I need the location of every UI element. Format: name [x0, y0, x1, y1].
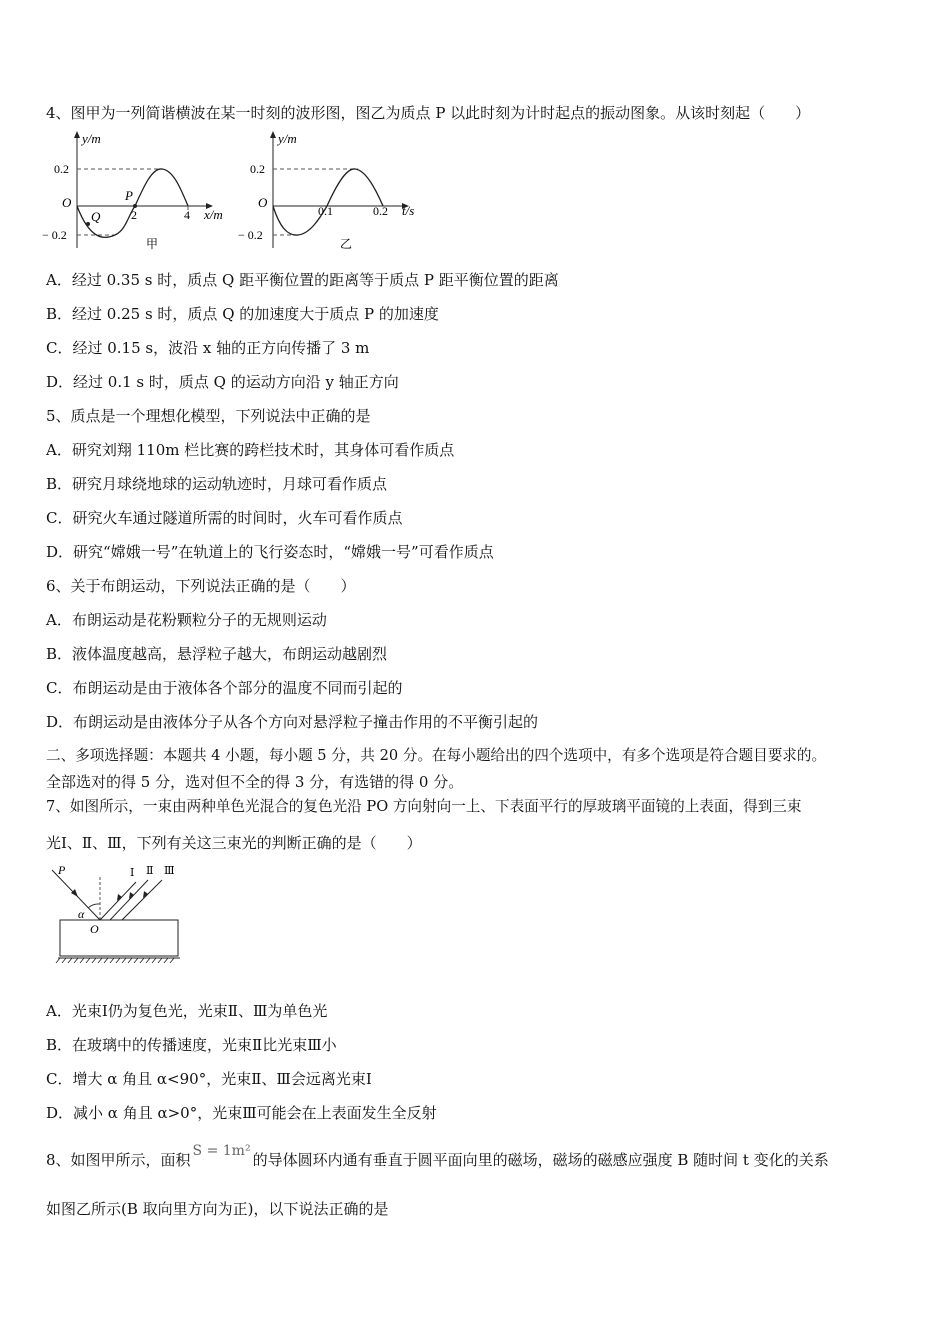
jia-p-label: P	[125, 188, 133, 203]
q4-figure-jia	[40, 128, 240, 252]
q8-stem-pre: 8、如图甲所示，面积	[46, 1151, 191, 1169]
q7-figure	[44, 860, 194, 970]
base-hatch	[56, 958, 174, 963]
jia-origin: O	[62, 195, 72, 210]
q6-option-b: B．液体温度越高，悬浮粒子越大，布朗运动越剧烈	[46, 645, 388, 663]
jia-y-arrow	[74, 131, 80, 138]
jia-xtick-2: 2	[131, 208, 137, 222]
jia-ytick-neg: − 0.2	[42, 228, 67, 242]
q4-option-d: D．经过 0.1 s 时，质点 Q 的运动方向沿 y 轴正方向	[46, 373, 399, 391]
q7-stem-line2: 光Ⅰ、Ⅱ、Ⅲ，下列有关这三束光的判断正确的是（ ）	[46, 834, 422, 852]
yi-y-arrow	[270, 131, 276, 138]
jia-ytick-pos: 0.2	[54, 162, 69, 176]
q5-option-a: A．研究刘翔 110m 栏比赛的跨栏技术时，其身体可看作质点	[46, 441, 455, 459]
q4-option-b: B．经过 0.25 s 时，质点 Q 的加速度大于质点 P 的加速度	[46, 305, 439, 323]
q6-option-d: D．布朗运动是由液体分子从各个方向对悬浮粒子撞击作用的不平衡引起的	[46, 713, 539, 731]
yi-y-label: y/m	[278, 131, 297, 146]
yi-xtick-02: 0.2	[373, 204, 388, 218]
q7-option-c: C．增大 α 角且 α<90°，光束Ⅱ、Ⅲ会远离光束Ⅰ	[46, 1070, 372, 1088]
q6-option-a: A．布朗运动是花粉颗粒分子的无规则运动	[46, 611, 327, 629]
q8-stem-line2: 如图乙所示(B 取向里方向为正)，以下说法正确的是	[46, 1200, 389, 1218]
jia-q-label: Q	[91, 209, 101, 224]
beam-1	[100, 882, 136, 920]
q7-option-d: D．减小 α 角且 α>0°，光束Ⅲ可能会在上表面发生全反射	[46, 1104, 437, 1122]
yi-xtick-01: 0.1	[318, 204, 333, 218]
jia-y-label: y/m	[82, 131, 101, 146]
label-beam-3: Ⅲ	[164, 865, 175, 877]
q6-stem: 6、关于布朗运动，下列说法正确的是（ ）	[46, 577, 356, 595]
label-alpha: α	[78, 907, 85, 921]
yi-wave	[273, 169, 383, 235]
section2-heading: 二、多项选择题：本题共 4 小题，每小题 5 分，共 20 分。在每小题给出的四个选项中，有多个选项是符合题目要求的。	[46, 747, 827, 764]
jia-x-label: x/m	[204, 207, 223, 222]
section2-scoring: 全部选对的得 5 分，选对但不全的得 3 分，有选错的得 0 分。	[46, 773, 464, 791]
yi-x-label: t/s	[402, 203, 415, 218]
q6-option-c: C．布朗运动是由于液体各个部分的温度不同而引起的	[46, 679, 403, 697]
yi-origin: O	[258, 195, 268, 210]
q7-option-a: A．光束Ⅰ仍为复色光，光束Ⅱ、Ⅲ为单色光	[46, 1002, 328, 1020]
jia-point-q	[86, 222, 90, 226]
jia-xtick-4: 4	[184, 208, 190, 222]
label-p: P	[58, 863, 66, 877]
q5-option-d: D．研究“嫦娥一号”在轨道上的飞行姿态时，“嫦娥一号”可看作质点	[46, 543, 494, 561]
q4-stem: 4、图甲为一列简谐横波在某一时刻的波形图，图乙为质点 P 以此时刻为计时起点的振动图象。从该时刻起（ ）	[46, 104, 811, 122]
jia-wave	[77, 169, 188, 237]
alpha-arc	[88, 904, 100, 908]
label-o: O	[90, 922, 99, 936]
q7-stem-line1: 7、如图所示，一束由两种单色光混合的复色光沿 PO 方向射向一上、下表面平行的厚玻璃平面镜的上表面，得到三束	[46, 798, 802, 815]
q8-stem-post: 的导体圆环内通有垂直于圆平面向里的磁场，磁场的磁感应强度 B 随时间 t 变化的关系	[252, 1151, 829, 1169]
label-beam-2: Ⅱ	[146, 865, 154, 877]
q5-option-c: C．研究火车通过隧道所需的时间时，火车可看作质点	[46, 509, 403, 527]
glass-block	[60, 920, 178, 956]
yi-caption: 乙	[340, 237, 353, 251]
q4-option-a: A．经过 0.35 s 时，质点 Q 距平衡位置的距离等于质点 P 距平衡位置的距离	[46, 271, 559, 289]
q5-stem: 5、质点是一个理想化模型，下列说法中正确的是	[46, 407, 371, 425]
q8-stem	[46, 1143, 829, 1171]
q4-option-c: C．经过 0.15 s，波沿 x 轴的正方向传播了 3 m	[46, 339, 370, 357]
yi-ytick-neg: − 0.2	[238, 228, 263, 242]
q4-figure-yi	[236, 128, 436, 252]
label-beam-1: Ⅰ	[130, 867, 135, 879]
q7-option-b: B．在玻璃中的传播速度，光束Ⅱ比光束Ⅲ小	[46, 1036, 337, 1054]
jia-caption: 甲	[146, 237, 159, 251]
q8-formula: S = 1m²	[192, 1143, 251, 1159]
q5-option-b: B．研究月球绕地球的运动轨迹时，月球可看作质点	[46, 475, 388, 493]
yi-ytick-pos: 0.2	[250, 162, 265, 176]
